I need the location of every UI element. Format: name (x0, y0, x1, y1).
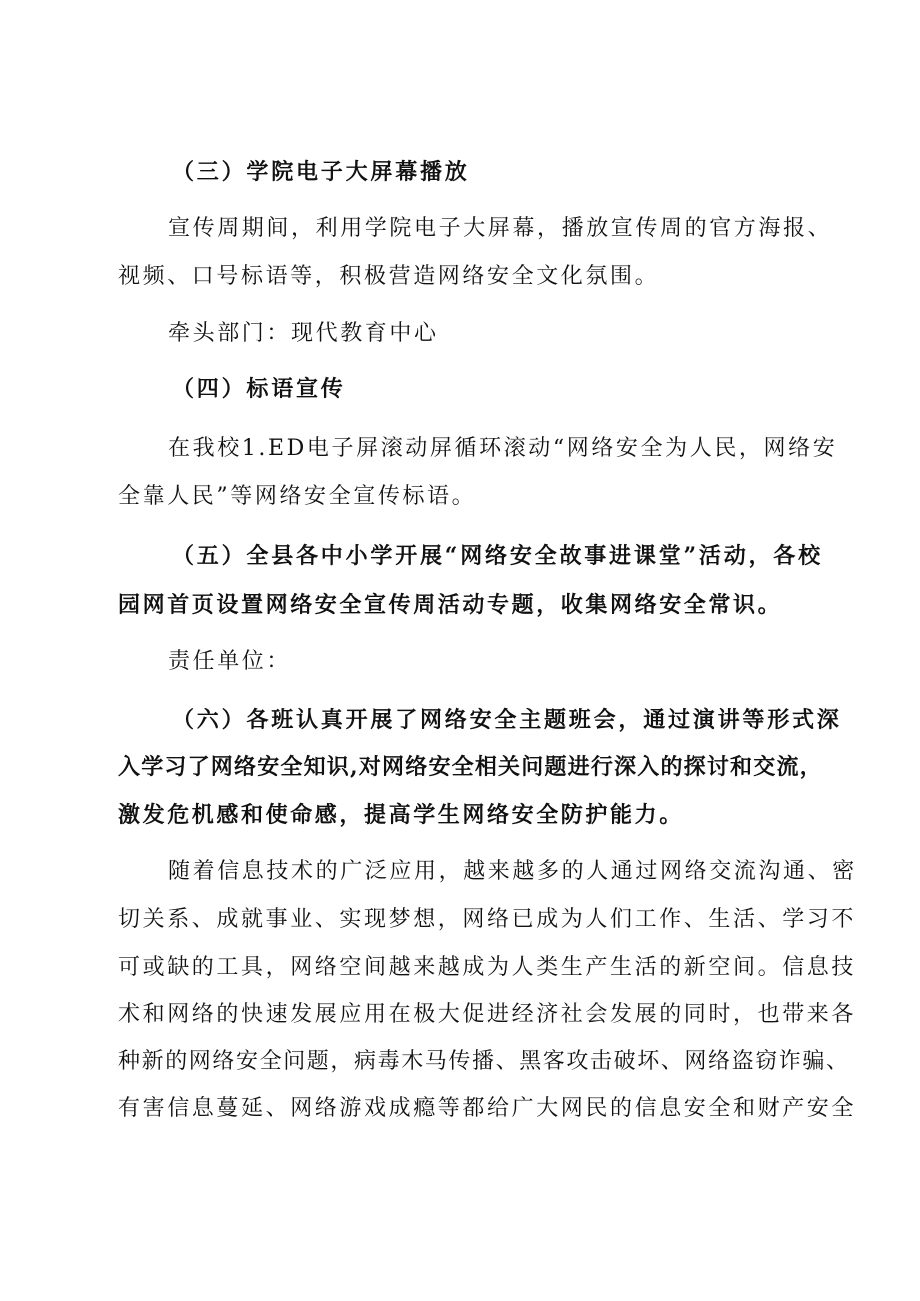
section-4-paragraph-line-1: 在我校1.ED电子屏滚动屏循环滚动“网络安全为人民，网络安 (168, 436, 838, 461)
section-3-paragraph-line-1: 宣传周期间，利用学院电子大屏幕，播放宣传周的官方海报、 (168, 216, 833, 241)
section-3-heading: （三）学院电子大屏幕播放 (172, 159, 470, 185)
closing-paragraph-line-5: 种新的网络安全问题，病毒木马传播、黑客攻击破坏、网络盗窃诈骗、 (118, 1049, 850, 1074)
section-3-lead-department: 牵头部门：现代教育中心 (168, 321, 439, 346)
closing-paragraph-line-1: 随着信息技术的广泛应用，越来越多的人通过网络交流沟通、密 (168, 859, 857, 884)
section-6-heading-line-3: 激发危机感和使命感，提高学生网络安全防护能力。 (118, 802, 684, 828)
section-4-paragraph-line-2: 全靠人民”等网络安全宣传标语。 (118, 484, 477, 509)
section-3-paragraph-line-2: 视频、口号标语等，积极营造网络安全文化氛围。 (118, 264, 660, 289)
closing-paragraph-line-6: 有害信息蔓延、网络游戏成瘾等都给广大网民的信息安全和财产安全 (118, 1096, 857, 1121)
section-5-heading-line-1: （五）全县各中小学开展“网络安全故事进课堂”活动，各校 (172, 543, 823, 569)
closing-paragraph-line-2: 切关系、成就事业、实现梦想，网络已成为人们工作、生活、学习不 (118, 907, 857, 932)
closing-paragraph-line-3: 可或缺的工具，网络空间越来越成为人类生产生活的新空间。信息技 (118, 955, 857, 980)
section-6-heading-line-1: （六）各班认真开展了网络安全主题班会，通过演讲等形式深 (172, 707, 842, 733)
closing-paragraph-line-4: 术和网络的快速发展应用在极大促进经济社会发展的同时，也带来各 (118, 1002, 857, 1027)
section-4-heading: （四）标语宣传 (172, 376, 346, 402)
section-6-heading-line-2: 入学习了网络安全知识,对网络安全相关问题进行深入的探讨和交流， (118, 754, 823, 780)
section-5-heading-line-2: 园网首页设置网络安全宣传周活动专题，收集网络安全常识。 (118, 592, 783, 618)
section-5-responsible-unit: 责任单位： (168, 649, 292, 674)
